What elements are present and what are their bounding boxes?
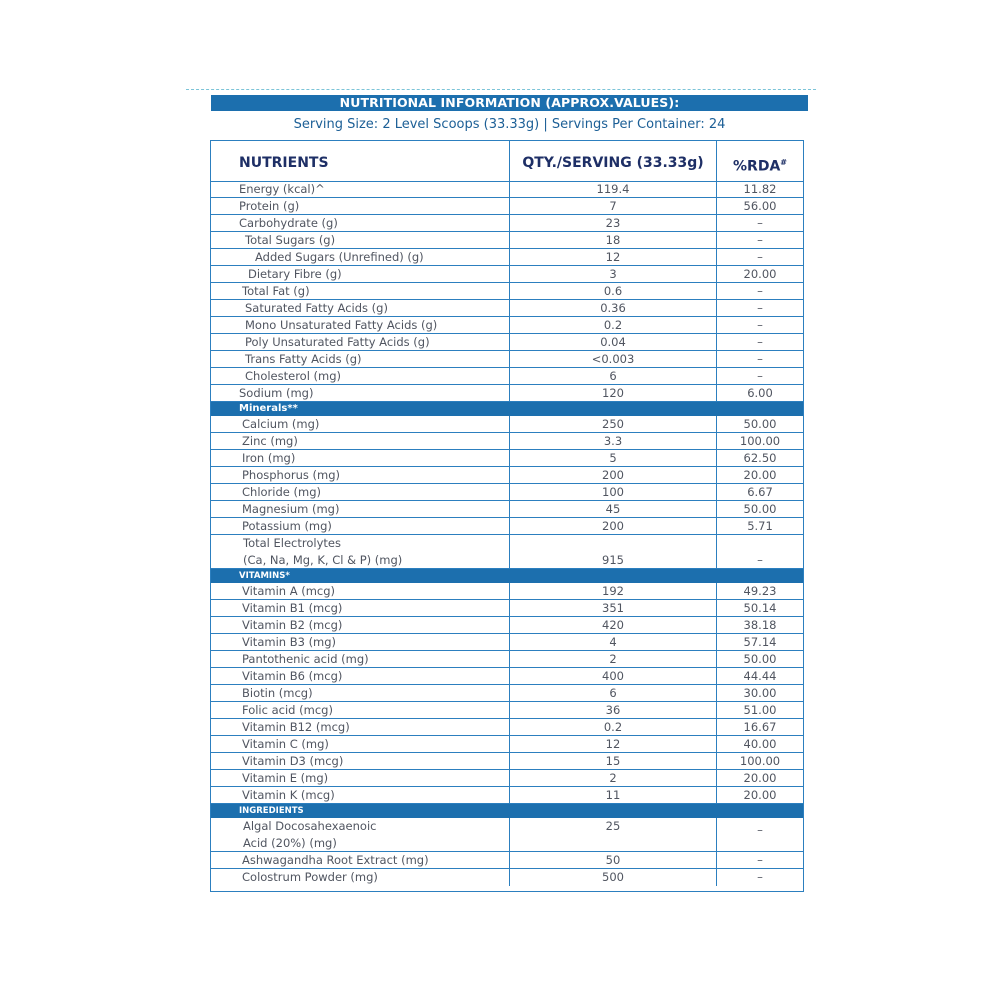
qty-value: 400: [509, 668, 717, 684]
qty-value: 0.2: [509, 719, 717, 735]
header-rda-label: %RDA: [733, 158, 781, 175]
table-row: [211, 368, 803, 385]
rda-value: –: [757, 318, 763, 332]
dashed-divider: [186, 89, 816, 90]
rda-value: –: [757, 553, 763, 567]
table-row: [211, 215, 803, 232]
qty-value: 50: [509, 852, 717, 868]
qty-value: 3: [509, 266, 717, 282]
qty-value: 915: [509, 535, 717, 585]
table-row: [211, 535, 803, 569]
qty-value: 25: [509, 818, 717, 851]
minerals-section: [211, 402, 803, 416]
qty-value: 23: [509, 215, 717, 231]
rda-value: –: [757, 369, 763, 383]
table-row: [211, 583, 803, 600]
ingredients-section: [211, 804, 803, 818]
table-row: [211, 719, 803, 736]
qty-value: 500: [509, 869, 717, 886]
qty-value: 2: [509, 651, 717, 667]
table-header: [211, 141, 803, 182]
table-row: [211, 433, 803, 450]
rda-value: 50.00: [743, 417, 777, 431]
table-row: [211, 198, 803, 215]
qty-value: 2: [509, 770, 717, 786]
qty-value: 420: [509, 617, 717, 633]
nutrient-name: Vitamin A (mcg): [242, 584, 336, 598]
nutrient-name: Phosphorus (mg): [242, 468, 341, 482]
rda-value: 40.00: [743, 737, 777, 751]
nutrient-name-line2: (Ca, Na, Mg, K, Cl & P) (mg): [243, 552, 403, 567]
table-row: [211, 334, 803, 351]
nutrient-name: Total Sugars (g): [245, 233, 336, 247]
qty-value: <0.003: [509, 351, 717, 367]
rda-value: 57.14: [743, 635, 777, 649]
nutrient-name: Pantothenic acid (mg): [242, 652, 369, 666]
rda-value: 30.00: [743, 686, 777, 700]
nutrient-name: [243, 818, 376, 851]
table-row: [211, 852, 803, 869]
table-row: [211, 181, 803, 198]
table-row: [211, 450, 803, 467]
serving-info: Serving Size: 2 Level Scoops (33.33g) | Servings Per Container: 24: [293, 117, 726, 132]
table-row: [211, 266, 803, 283]
rda-value: –: [757, 352, 763, 366]
table-row: [211, 249, 803, 266]
nutrient-name: Vitamin C (mg): [242, 737, 329, 751]
rda-value: 50.00: [743, 652, 777, 666]
nutrient-name: Vitamin E (mg): [242, 771, 329, 785]
rda-value: 49.23: [743, 584, 777, 598]
table-row: [211, 317, 803, 334]
nutrient-name: Iron (mg): [242, 451, 296, 465]
table-row: [211, 351, 803, 368]
rda-value: 11.82: [743, 182, 777, 196]
rda-value: 20.00: [743, 771, 777, 785]
rda-value: 100.00: [739, 754, 781, 768]
table-row: [211, 467, 803, 484]
nutrient-name: Energy (kcal)^: [239, 182, 325, 196]
qty-value: 4: [509, 634, 717, 650]
rda-value: 20.00: [743, 267, 777, 281]
nutrient-name-line1: Algal Docosahexaenoic: [243, 819, 377, 833]
nutrient-name: Added Sugars (Unrefined) (g): [255, 250, 424, 264]
table-row: [211, 787, 803, 804]
table-row: [211, 634, 803, 651]
rda-value: –: [757, 233, 763, 247]
rda-value: –: [757, 216, 763, 230]
nutrient-name: Chloride (mg): [242, 485, 321, 499]
qty-value: 0.36: [509, 300, 717, 316]
nutrient-name: Biotin (mcg): [242, 686, 313, 700]
nutrient-name: Poly Unsaturated Fatty Acids (g): [245, 335, 430, 349]
header-rda: [716, 141, 804, 181]
nutrient-name: Potassium (mg): [242, 519, 332, 533]
nutrient-name: Vitamin K (mcg): [242, 788, 335, 802]
qty-value: 6: [509, 368, 717, 384]
nutrient-name: Vitamin B1 (mcg): [242, 601, 343, 615]
qty-value: 11: [509, 787, 717, 803]
qty-value: 7: [509, 198, 717, 214]
qty-value: 119.4: [509, 181, 717, 197]
rda-value: 6.67: [747, 485, 773, 499]
table-row: [211, 416, 803, 433]
table-row: [211, 300, 803, 317]
header-qty: QTY./SERVING (33.33g): [509, 141, 717, 181]
table-row: [211, 617, 803, 634]
nutrient-name: Magnesium (mg): [242, 502, 340, 516]
qty-value: 100: [509, 484, 717, 500]
nutrient-name: Protein (g): [239, 199, 300, 213]
table-row: [211, 869, 803, 886]
qty-value: 250: [509, 416, 717, 432]
rda-value: –: [757, 870, 763, 884]
nutrient-name: Cholesterol (mg): [245, 369, 342, 383]
nutrient-name: Folic acid (mcg): [242, 703, 333, 717]
rda-value: 38.18: [743, 618, 777, 632]
nutrient-name: Vitamin B6 (mcg): [242, 669, 343, 683]
qty-value: 5: [509, 450, 717, 466]
rda-value: 50.14: [743, 601, 777, 615]
rda-value: –: [757, 335, 763, 349]
table-row: [211, 501, 803, 518]
rda-value: –: [757, 823, 763, 837]
nutrient-name: Ashwagandha Root Extract (mg): [242, 853, 429, 867]
minerals-section-label: Minerals**: [239, 403, 298, 414]
qty-value: 12: [509, 736, 717, 752]
qty-value: 45: [509, 501, 717, 517]
nutrient-name: Vitamin B3 (mg): [242, 635, 337, 649]
qty-value: 200: [509, 467, 717, 483]
qty-value: 0.6: [509, 283, 717, 299]
rda-value: 56.00: [743, 199, 777, 213]
table-row: [211, 770, 803, 787]
nutrient-name-line1: Total Electrolytes: [243, 536, 341, 550]
qty-value: 12: [509, 249, 717, 265]
rda-value: 62.50: [743, 451, 777, 465]
nutrient-name: Calcium (mg): [242, 417, 320, 431]
nutrition-table: [210, 140, 804, 892]
qty-value: 36: [509, 702, 717, 718]
nutrient-name: Vitamin B2 (mcg): [242, 618, 343, 632]
rda-value: 16.67: [743, 720, 777, 734]
rda-value: 20.00: [743, 468, 777, 482]
qty-value: 18: [509, 232, 717, 248]
rda-value: 5.71: [747, 519, 773, 533]
nutrient-name-line2: Acid (20%) (mg): [243, 835, 337, 850]
rda-value: 100.00: [739, 434, 781, 448]
table-row: [211, 685, 803, 702]
rda-value: –: [757, 301, 763, 315]
vitamins-section-label: VITAMINS*: [239, 571, 290, 581]
rda-value: –: [757, 250, 763, 264]
qty-value: 0.2: [509, 317, 717, 333]
rda-value: –: [757, 284, 763, 298]
rda-value: –: [757, 853, 763, 867]
nutrient-name: Colostrum Powder (mg): [242, 870, 378, 884]
qty-value: 3.3: [509, 433, 717, 449]
nutrient-name: Total Fat (g): [242, 284, 310, 298]
header-nutrients: NUTRIENTS: [239, 155, 329, 171]
vitamins-section: [211, 569, 803, 583]
table-row: [211, 702, 803, 719]
rda-value: 50.00: [743, 502, 777, 516]
table-row: [211, 232, 803, 249]
table-row: [211, 385, 803, 402]
nutrient-name: Zinc (mg): [242, 434, 298, 448]
qty-value: 192: [509, 583, 717, 599]
table-row: [211, 600, 803, 617]
qty-value: 200: [509, 518, 717, 534]
nutrient-name: Vitamin B12 (mcg): [242, 720, 350, 734]
table-row: [211, 484, 803, 501]
ingredients-section-label: INGREDIENTS: [239, 806, 304, 816]
table-row: [211, 651, 803, 668]
nutrient-name: Sodium (mg): [239, 386, 314, 400]
nutrient-name: Trans Fatty Acids (g): [245, 352, 362, 366]
table-row: [211, 818, 803, 852]
qty-value: 120: [509, 385, 717, 401]
table-row: [211, 283, 803, 300]
nutrient-name: Vitamin D3 (mcg): [242, 754, 344, 768]
qty-value: 15: [509, 753, 717, 769]
rda-value: 51.00: [743, 703, 777, 717]
table-row: [211, 518, 803, 535]
header-rda-sup: #: [780, 158, 787, 167]
rda-value: 20.00: [743, 788, 777, 802]
nutrient-name: Mono Unsaturated Fatty Acids (g): [245, 318, 438, 332]
qty-value: 0.04: [509, 334, 717, 350]
nutrient-name: Dietary Fibre (g): [248, 267, 342, 281]
rda-value: 6.00: [747, 386, 773, 400]
qty-value: 6: [509, 685, 717, 701]
rda-value: 44.44: [743, 669, 777, 683]
table-row: [211, 668, 803, 685]
title-bar: NUTRITIONAL INFORMATION (APPROX.VALUES):: [211, 95, 808, 111]
table-row: [211, 753, 803, 770]
nutrient-name: Carbohydrate (g): [239, 216, 338, 230]
nutrient-name: [243, 535, 402, 568]
nutrient-name: Saturated Fatty Acids (g): [245, 301, 388, 315]
qty-value: 351: [509, 600, 717, 616]
table-row: [211, 736, 803, 753]
